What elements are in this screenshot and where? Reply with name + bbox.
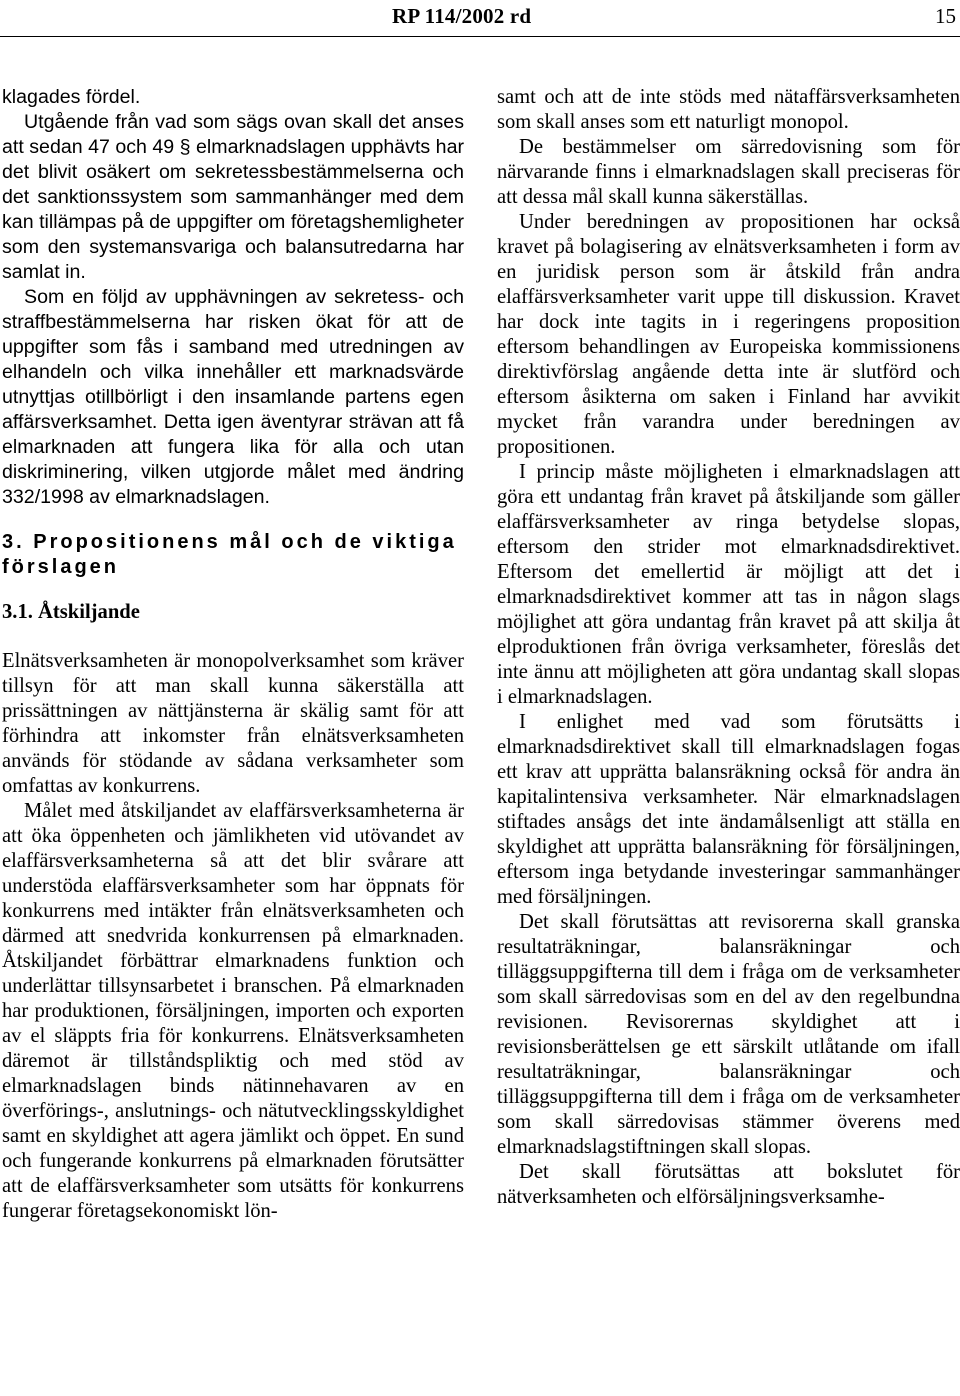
left-column: [2, 85, 464, 1224]
paragraph: Det skall förutsättas att revisorerna skall granska resultaträkningar, balansräkningar och tilläggsuppgifterna till dem i fråga om de verksamheter som skall särredovisas som en del av den regelbundna revisionen. Revisorernas skyldighet att i revisionsberättelsen ge ett särskilt utlåtande om ifall resultaträkningar, balansräkningar och tilläggsuppgifterna till dem i fråga om de verksamheter som skall särredovisas stämmer överens med elmarknadslagstiftningen skall slopas.: [497, 911, 960, 1158]
header-rule: [0, 36, 960, 37]
right-column: [497, 85, 960, 1210]
paragraph: samt och att de inte stöds med nätaffärsverksamheten som skall anses som ett naturligt monopol.: [497, 86, 960, 133]
running-title: RP 114/2002 rd: [392, 4, 532, 28]
section-heading: 3. Propositionens mål och de viktiga förslagen: [2, 531, 457, 578]
page-number: 15: [935, 4, 956, 28]
paragraph: Under beredningen av propositionen har också kravet på bolagisering av elnätsverksamheten i form av en juridisk person som är åtskild från andra elaffärsverksamheter varit uppe till diskussion. Kravet har dock inte tagits in i regeringens proposition eftersom behandlingen av Europeiska kommissionens direktivförslag angående detta inte är slutförd och eftersom åsikterna om saken i Finland har avvikit mycket från varandra under beredningen av propositionen.: [497, 211, 960, 458]
paragraph: I enlighet med vad som förutsätts i elmarknadsdirektivet skall till elmarknadslagen fogas ett krav att upprätta balansräkning också för andra än kapitalintensiva verksamheter. När elmarknadslagen stiftades ansågs det inte ändamålsenligt att ställa en skyldighet att upprätta balansräkning för försäljningen, eftersom inga betydande investeringar sammanhänger med försäljningen.: [497, 711, 960, 908]
paragraph: Målet med åtskiljandet av elaffärsverksamheterna är att öka öppenheten och jämlikheten vid utövandet av elaffärsverksamheterna så att det blir svårare att understöda elaffärsverksamheter som har öppnats för konkurrens med intäkter från elnätsverksamheten och därmed att snedvrida konkurrensen på elmarknaden. Åtskiljandet förbättrar elmarknadens funktion och underlättar tillsynsarbetet i branschen. På elmarknaden har produktionen, försäljningen, importen och exporten av el släppts fria för konkurrens. Elnätsverksamheten däremot är tillståndspliktig och med stöd av elmarknadslagen binds nätinnehavaren av en överförings-, anslutnings- och nätutvecklingsskyldighet samt en skyldighet att agera jämlikt och öppet. En sund och fungerande konkurrens på elmarknaden förutsätter att de elaffärsverksamheter som utsätts för konkurrens fungerar företagsekonomiskt lön-: [2, 800, 464, 1222]
paragraph: I princip måste möjligheten i elmarknadslagen att göra ett undantag från kravet på åtskiljande som gäller elaffärsverksamheter av ringa betydelse slopas, eftersom den strider mot elmarknadsdirektivet. Eftersom det emellertid är möjligt att det i elmarknadsdirektivet kommer att tas in någon slags möjlighet att göra undantag från kravet på att skilja åt elproduktionen från övriga verksamheter, föreslås det inte ännu att möjligheten att göra undantag skall slopas i elmarknadslagen.: [497, 461, 960, 708]
subsection-heading: 3.1. Åtskiljande: [2, 601, 140, 623]
paragraph: Det skall förutsättas att bokslutet för nätverksamheten och elförsäljningsverksamhe-: [497, 1161, 960, 1208]
paragraph: De bestämmelser om särredovisning som för närvarande finns i elmarknadslagen skall preciseras för att dessa mål skall kunna säkerställas.: [497, 136, 960, 208]
paragraph: Som en följd av upphävningen av sekretess- och straffbestämmelserna har risken ökat för att de uppgifter som fås i samband med utredningen av elhandeln och vilka innehåller ett marknadsvärde utnyttjas otillbörligt i den insamlande partens egen affärsverksamhet. Detta igen äventyrar strävan att få elmarknaden att fungera lika för alla och utan diskriminering, vilken utgjorde målet med ändring 332/1998 av elmarknadslagen.: [2, 286, 464, 508]
paragraph: Utgående från vad som sägs ovan skall det anses att sedan 47 och 49 § elmarknadslagen upphävts har det blivit osäkert om sekretessbestämmelserna och det sanktionssystem som sammanhänger med dem kan tillämpas på de uppgifter om företagshemligheter som den systemansvariga och balansutredarna har samlat in.: [2, 111, 464, 283]
paragraph: klagades fördel.: [2, 86, 141, 108]
paragraph: Elnätsverksamheten är monopolverksamhet som kräver tillsyn för att man skall kunna säkerställa att prissättningen av nättjänsterna är skälig samt för att förhindra att inkomster från elnätsverksamheten används för stödande av sådana verksamheter som omfattas av konkurrens.: [2, 650, 464, 797]
page-header: [0, 0, 960, 40]
